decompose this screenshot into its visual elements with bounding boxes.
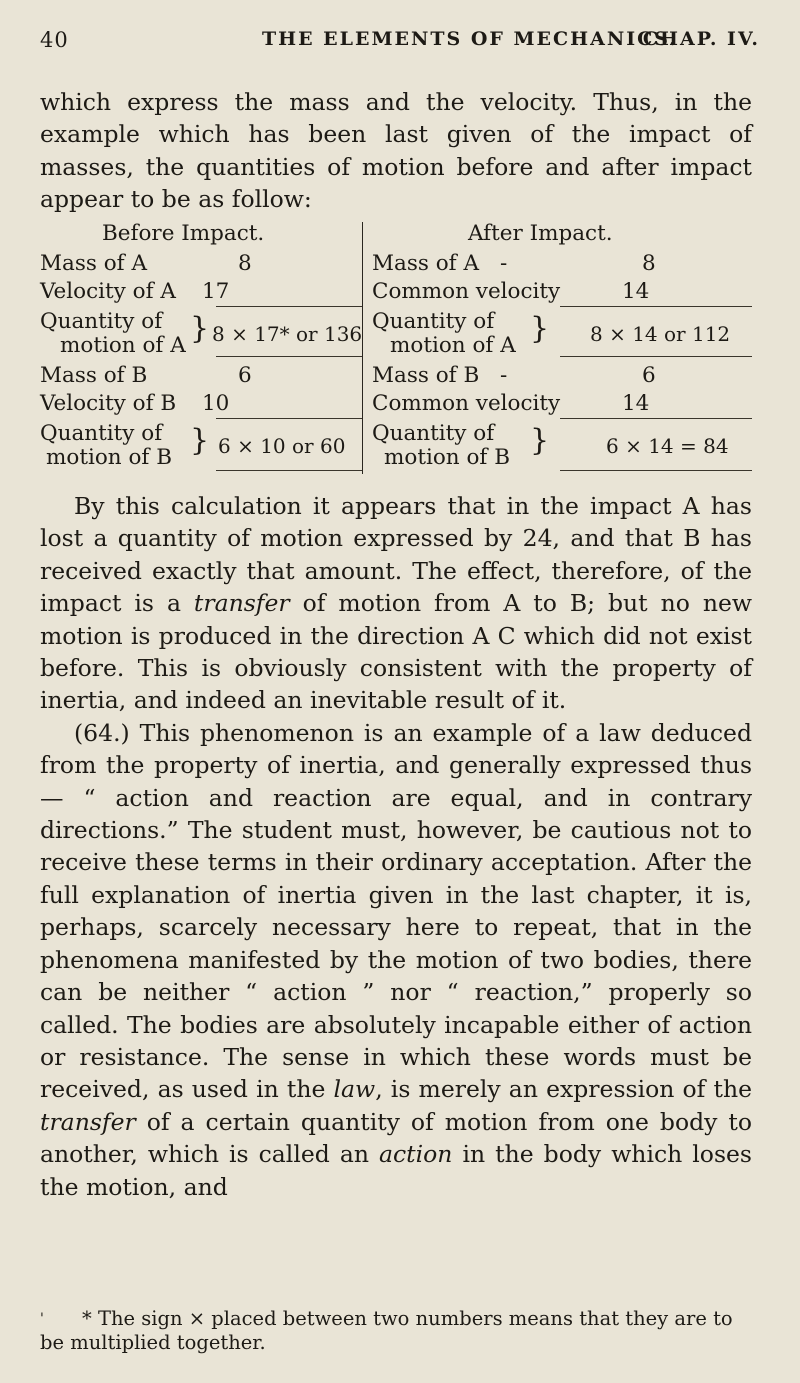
after-mass-b-label: Mass of B [372, 363, 480, 388]
paragraph-text: , is merely an expression of the [375, 1075, 752, 1104]
dash-mark: - [500, 251, 508, 276]
paragraph-text: of motion from A to B; but no new motion is produced in the direction A C which did not exist before. This is obviously consistent with the property of inertia, and indeed an inevitable result of it. [40, 589, 752, 715]
after-velocity-b-label: Common velocity [372, 391, 561, 416]
before-mass-b-value: 6 [238, 363, 252, 388]
dash-mark: - [500, 363, 508, 388]
before-qty-b-value: 6 × 10 or 60 [218, 434, 346, 458]
brace-mark: } [530, 423, 550, 458]
before-velocity-a-value: 17 [202, 279, 230, 304]
before-mass-b-label: Mass of B [40, 363, 148, 388]
before-qty-a-label-1: Quantity of [40, 309, 163, 334]
brace-mark: } [190, 311, 210, 346]
after-qty-a-label-1: Quantity of [372, 309, 495, 334]
table-rule [560, 470, 752, 471]
paragraph-text: of a certain quantity of motion from one body to another, which is called an [40, 1107, 752, 1169]
after-qty-a-label-2: motion of A [390, 333, 516, 358]
book-title: THE ELEMENTS OF MECHANICS. [262, 28, 678, 50]
before-velocity-b-label: Velocity of B [40, 391, 177, 416]
before-velocity-a-label: Velocity of A [40, 279, 176, 304]
after-mass-a-label: Mass of A [372, 251, 479, 276]
impact-table [40, 216, 752, 478]
table-rule [216, 470, 362, 471]
table-rule [216, 356, 362, 357]
after-mass-a-value: 8 [642, 251, 656, 276]
before-mass-a-label: Mass of A [40, 251, 147, 276]
before-qty-b-label-2: motion of B [46, 445, 173, 470]
before-qty-a-value: 8 × 17* or 136 [212, 322, 363, 346]
footnote-text: * The sign × placed between two numbers means that they are to be multiplied together. [40, 1307, 733, 1354]
before-impact-heading: Before Impact. [102, 221, 265, 246]
after-impact-heading: After Impact. [468, 221, 613, 246]
italic-term: transfer [40, 1107, 136, 1136]
footnote-mark: ' [40, 1311, 44, 1327]
paragraph-text: (64.) This phenomenon is an example of a law deduced from the property of inertia, and generally expressed thus — “ action and reaction are equal, and in contrary directions.” The student must, however, be cautious not to receive these terms in their ordinary acceptation. After the full explanation of inertia given in the last chapter, it is, perhaps, scarcely necessary here to repeat, that in the phenomena manifested by the motion of two bodies, there can be neither “ action ” nor “ reaction,” properly so called. The bodies are absolutely incapable either of action or resistance. The sense in which these words must be received, as used in the [40, 718, 752, 1104]
paragraph-64-action-reaction [40, 717, 752, 1203]
table-rule [216, 306, 362, 307]
column-divider [362, 222, 363, 474]
chapter-label: CHAP. IV. [642, 28, 760, 50]
footnote [40, 1307, 752, 1355]
table-rule [560, 356, 752, 357]
brace-mark: } [190, 423, 210, 458]
table-rule [216, 418, 362, 419]
before-velocity-b-value: 10 [202, 391, 230, 416]
after-velocity-b-value: 14 [622, 391, 650, 416]
before-mass-a-value: 8 [238, 251, 252, 276]
after-qty-b-label-1: Quantity of [372, 421, 495, 446]
after-velocity-a-label: Common velocity [372, 279, 561, 304]
after-qty-b-value: 6 × 14 = 84 [606, 434, 729, 458]
paragraph-impact-transfer [40, 490, 752, 717]
italic-term: law [333, 1075, 376, 1104]
after-velocity-a-value: 14 [622, 279, 650, 304]
before-qty-b-label-1: Quantity of [40, 421, 163, 446]
italic-term: action [379, 1140, 453, 1169]
intro-paragraph: which express the mass and the velocity. Thus, in the example which has been last given of the impact of masses, the quantities of motion before and after impact appear to be as follow: [40, 88, 752, 214]
italic-term: transfer [193, 589, 290, 618]
table-rule [560, 418, 752, 419]
paragraph-text: By this calculation it appears that in the impact A has lost a quantity of motion expressed by 24, and that B has received exactly that amount. The effect, therefore, of the impact is a [40, 492, 752, 618]
brace-mark: } [530, 311, 550, 346]
running-header [40, 28, 760, 58]
body-text [40, 490, 752, 1203]
after-qty-a-value: 8 × 14 or 112 [590, 322, 731, 346]
after-mass-b-value: 6 [642, 363, 656, 388]
table-rule [560, 306, 752, 307]
before-qty-a-label-2: motion of A [60, 333, 186, 358]
page-number: 40 [40, 28, 69, 52]
after-qty-b-label-2: motion of B [384, 445, 511, 470]
paragraph-text: in the body which loses the motion, and [40, 1140, 752, 1201]
